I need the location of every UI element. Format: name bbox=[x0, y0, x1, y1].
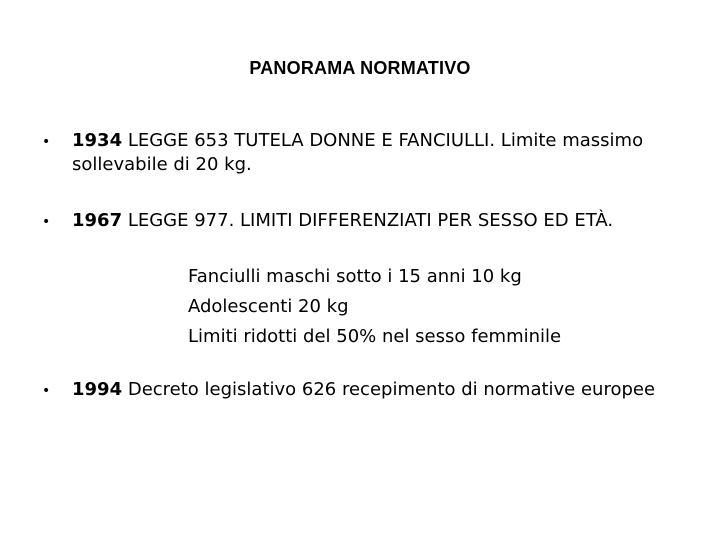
bullet-body: LEGGE 653 TUTELA DONNE E FANCIULLI. Limite massimo sollevabile di 20 kg. bbox=[72, 130, 644, 175]
slide-title: PANORAMA NORMATIVO bbox=[249, 58, 471, 78]
bullet-body: Decreto legislativo 626 recepimento di normative europee bbox=[122, 379, 656, 400]
sub-item: Fanciulli maschi sotto i 15 anni 10 kg bbox=[188, 266, 522, 287]
sub-list-1967 bbox=[188, 262, 688, 352]
bullet-dot: • bbox=[42, 134, 51, 150]
bullet-item-1934 bbox=[42, 129, 682, 177]
bullet-body: LEGGE 977. LIMITI DIFFERENZIATI PER SESSO ED ETÀ. bbox=[122, 210, 614, 231]
bullet-year: 1934 bbox=[72, 130, 123, 151]
sub-item: Adolescenti 20 kg bbox=[188, 296, 349, 317]
bullet-dot: • bbox=[42, 214, 51, 230]
bullet-text bbox=[72, 378, 682, 402]
bullet-item-1994 bbox=[42, 378, 682, 402]
bullet-item-1967 bbox=[42, 209, 682, 233]
bullet-text bbox=[72, 129, 682, 177]
bullet-dot: • bbox=[42, 383, 51, 399]
bullet-year: 1967 bbox=[72, 210, 123, 231]
sub-item: Limiti ridotti del 50% nel sesso femminile bbox=[188, 326, 562, 347]
bullet-year: 1994 bbox=[72, 379, 123, 400]
bullet-text bbox=[72, 209, 682, 233]
